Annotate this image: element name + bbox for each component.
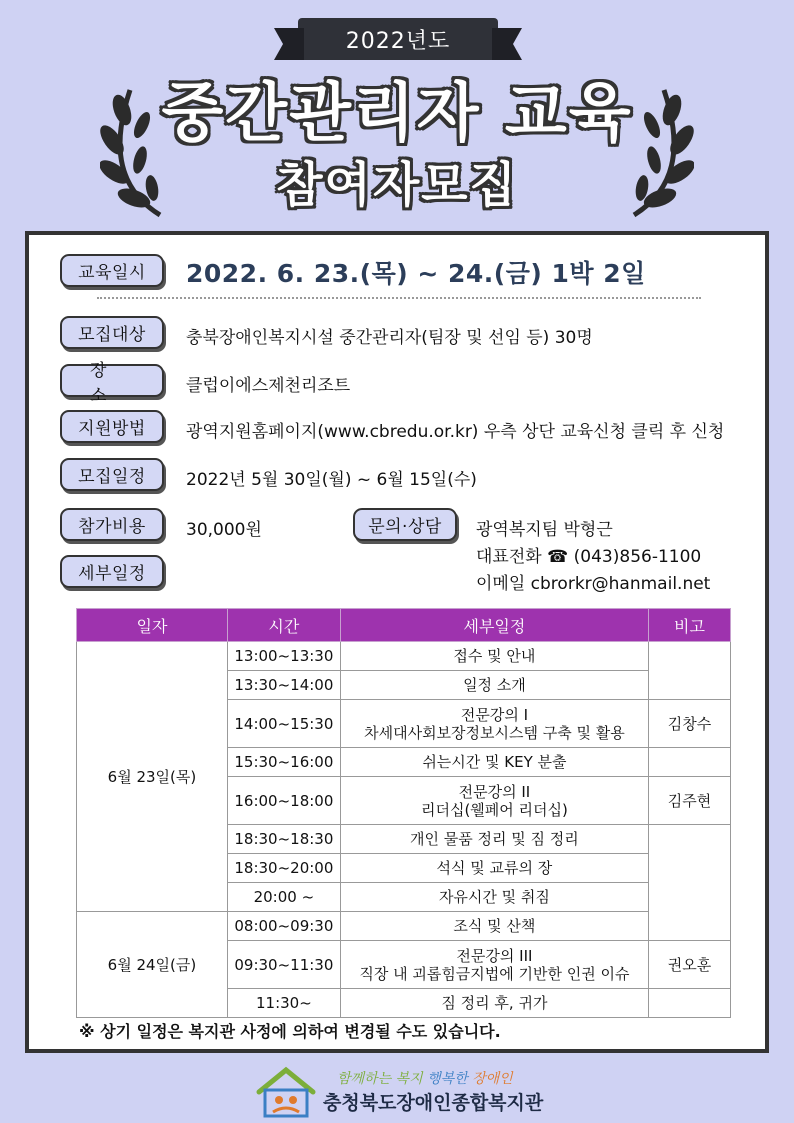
fee-label: 참가비용: [60, 508, 164, 541]
slogan: [337, 1068, 513, 1088]
contact-phone: 대표전화 ☎ (043)856-1100: [476, 547, 702, 567]
col-header-date: 일자: [77, 609, 228, 642]
desc-cell: [340, 777, 648, 825]
apply-label: 지원방법: [60, 410, 164, 443]
desc-line-2: 차세대사회보장정보시스템 구축 및 활용: [364, 723, 625, 742]
time-cell: 11:30~: [227, 989, 340, 1018]
table-row: [77, 642, 731, 671]
col-header-detail: 세부일정: [340, 609, 648, 642]
col-header-note: 비고: [649, 609, 731, 642]
table-row: [77, 912, 731, 941]
time-cell: 09:30~11:30: [227, 941, 340, 989]
day1-cell: 6월 23일(목): [77, 642, 228, 912]
time-cell: 15:30~16:00: [227, 748, 340, 777]
time-cell: 13:00~13:30: [227, 642, 340, 671]
desc-cell: 개인 물품 정리 및 짐 정리: [340, 825, 648, 854]
sub-title: 참여자모집: [276, 157, 518, 213]
target-value: 충북장애인복지시설 중간관리자(팀장 및 선임 등) 30명: [186, 328, 593, 348]
desc-cell: [340, 941, 648, 989]
divider: [97, 297, 701, 299]
desc-cell: [340, 700, 648, 748]
desc-cell: 석식 및 교류의 장: [340, 854, 648, 883]
slogan-part-3: 장애인: [472, 1071, 513, 1087]
desc-line-1: 전문강의 II: [458, 782, 531, 801]
note-cell: 김주현: [649, 777, 731, 825]
col-header-time: 시간: [227, 609, 340, 642]
desc-line-2: 리더십(웰페어 리더십): [420, 800, 568, 819]
place-label: 장 소: [60, 364, 164, 397]
desc-cell: 일정 소개: [340, 671, 648, 700]
time-cell: 18:30~20:00: [227, 854, 340, 883]
note-cell: [649, 989, 731, 1018]
desc-cell: 자유시간 및 취짐: [340, 883, 648, 912]
slogan-part-2: 행복한: [427, 1071, 468, 1087]
fee-value: 30,000원: [186, 520, 262, 540]
edu-date-value: 2022. 6. 23.(목) ~ 24.(금) 1박 2일: [186, 259, 646, 288]
desc-cell: 접수 및 안내: [340, 642, 648, 671]
period-label: 모집일정: [60, 458, 164, 491]
note-cell: [649, 642, 731, 700]
place-value: 클럽이에스제천리조트: [186, 376, 351, 396]
time-cell: 08:00~09:30: [227, 912, 340, 941]
time-cell: 13:30~14:00: [227, 671, 340, 700]
desc-cell: 조식 및 산책: [340, 912, 648, 941]
target-label: 모집대상: [60, 316, 164, 349]
note-cell: 김창수: [649, 700, 731, 748]
detail-label: 세부일정: [60, 555, 164, 588]
day2-cell: 6월 24일(금): [77, 912, 228, 1018]
schedule-table: [76, 608, 731, 1018]
time-cell: 14:00~15:30: [227, 700, 340, 748]
desc-cell: 짐 정리 후, 귀가: [340, 989, 648, 1018]
poster-header: [0, 0, 794, 225]
contact-email: 이메일 cbrorkr@hanmail.net: [476, 574, 711, 594]
schedule-notice: ※ 상기 일정은 복지관 사정에 의하여 변경될 수도 있습니다.: [79, 1022, 501, 1041]
apply-value: 광역지원홈페이지(www.cbredu.or.kr) 우측 상단 교육신청 클릭 후 신청: [186, 422, 725, 442]
note-cell: [649, 825, 731, 941]
year-ribbon: 2022년도: [298, 18, 498, 60]
time-cell: 18:30~18:30: [227, 825, 340, 854]
note-cell: [649, 748, 731, 777]
info-card: [25, 231, 769, 1053]
desc-line-1: 전문강의 I: [460, 705, 528, 724]
contact-team: 광역복지팀 박형근: [476, 520, 613, 540]
time-cell: 20:00 ~: [227, 883, 340, 912]
note-cell: 권오훈: [649, 941, 731, 989]
desc-line-2: 직장 내 괴롭힘금지법에 기반한 인권 이슈: [359, 964, 630, 983]
main-title: 중간관리자 교육: [161, 77, 633, 151]
period-value: 2022년 5월 30일(월) ~ 6월 15일(수): [186, 470, 477, 490]
slogan-part-1: 함께하는 복지: [337, 1071, 423, 1087]
house-logo-icon: [255, 1066, 317, 1118]
edu-date-label: 교육일시: [60, 254, 164, 287]
footer: [255, 1064, 555, 1120]
desc-cell: 쉬는시간 및 KEY 분출: [340, 748, 648, 777]
organization-name: 충청북도장애인종합복지관: [323, 1092, 544, 1114]
contact-label: 문의·상담: [353, 508, 457, 541]
time-cell: 16:00~18:00: [227, 777, 340, 825]
desc-line-1: 전문강의 III: [456, 946, 533, 965]
